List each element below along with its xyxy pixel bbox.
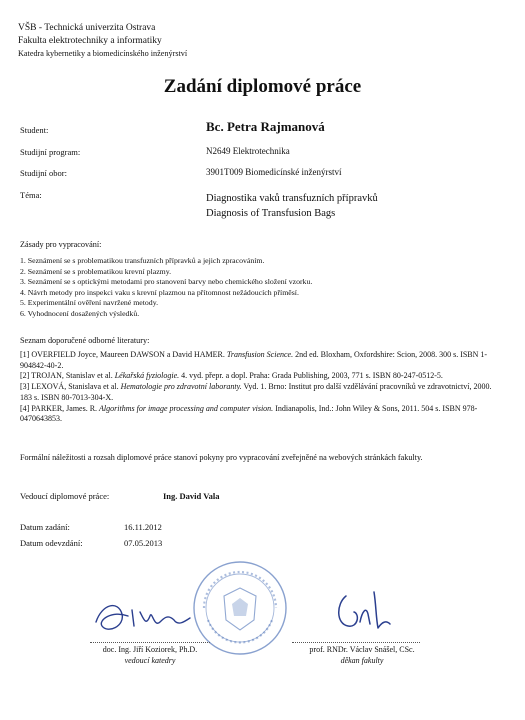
signatory-left-name: doc. Ing. Jiří Koziorek, Ph.D.	[102, 645, 198, 654]
student-label: Student:	[20, 125, 49, 135]
supervisor-name: Ing. David Vala	[163, 491, 220, 501]
list-item: 6. Vyhodnocení dosažených výsledků.	[20, 308, 140, 318]
principles-label: Zásady pro vypracování:	[20, 240, 102, 249]
formal-note: Formální náležitosti a rozsah diplomové práce stanoví pokyny pro vypracování zveřejněné na webových stránkách fakulty.	[20, 453, 423, 462]
assigned-date: 16.11.2012	[124, 522, 162, 532]
assigned-label: Datum zadání:	[20, 522, 70, 532]
list-item: [4] PARKER, James. R. Algorithms for image processing and computer vision. Indianapolis, Ind.: John Wiley & Sons, 2011. 504 s. ISBN 978-0470643853.	[20, 403, 478, 424]
principles-list	[20, 256, 312, 320]
program-label: Studijní program:	[20, 147, 81, 157]
literature-label: Seznam doporučené odborné literatury:	[20, 336, 150, 345]
signature-line-right	[292, 642, 420, 643]
faculty-name: Fakulta elektrotechniky a informatiky	[18, 36, 162, 46]
field-value: 3901T009 Biomedicínské inženýrství	[206, 167, 342, 177]
field-label: Studijní obor:	[20, 168, 67, 178]
student-name: Bc. Petra Rajmanová	[206, 119, 325, 134]
topic-label: Téma:	[20, 190, 42, 200]
topic-english: Diagnosis of Transfusion Bags	[206, 208, 336, 219]
list-item: 5. Experimentální ověření navržené metody.	[20, 298, 159, 308]
list-item: [1] OVERFIELD Joyce, Maureen DAWSON a David HAMER. Transfusion Science. 2nd ed. Bloxham, Oxfordshire: Scion, 2008. 300 s. ISBN 1-904842-40-2.	[20, 350, 488, 370]
topic-czech: Diagnostika vaků transfuzních přípravků	[206, 193, 378, 204]
signatory-right-role: děkan fakulty	[340, 656, 384, 665]
list-item: 4. Návrh metody pro inspekci vaku s krevní plazmou na přítomnost nežádoucích příměsí.	[20, 287, 299, 297]
department-name: Katedra kybernetiky a biomedicínského inženýrství	[18, 49, 188, 58]
literature-list	[20, 350, 498, 425]
handwritten-signature-left	[88, 592, 198, 642]
list-item: 2. Seznámení se s problematikou krevní plazmy.	[20, 266, 172, 276]
signatory-right-name: prof. RNDr. Václav Snášel, CSc.	[309, 645, 415, 654]
handwritten-signature-right	[330, 584, 400, 636]
official-stamp	[190, 558, 290, 658]
list-item: 1. Seznámení se s problematikou transfuzních přípravků a jejich zpracováním.	[20, 256, 265, 265]
signatory-left-role: vedoucí katedry	[124, 656, 176, 665]
list-item: 3. Seznámení se s optickými metodami pro stanovení barvy nebo chemického složení vzorku.	[20, 277, 313, 287]
program-value: N2649 Elektrotechnika	[206, 146, 290, 156]
submitted-date: 07.05.2013	[124, 538, 163, 548]
document-title: Zadání diplomové práce	[163, 76, 362, 97]
supervisor-label: Vedoucí diplomové práce:	[20, 491, 110, 501]
list-item: [2] TROJAN, Stanislav et al. Lékařská fyziologie. 4. vyd. přepr. a dopl. Praha: Grada Publishing, 2003, 771 s. ISBN 80-247-0512-5.	[20, 371, 443, 381]
list-item: [3] LEXOVÁ, Stanislava et al. Hematologie pro zdravotní laboranty. Vyd. 1. Brno: Institut pro další vzdělávání pracovníků ve zdravotnictví, 2000. 183 s. ISBN 80-7013-304-X.	[20, 382, 492, 402]
signature-line-left	[90, 642, 210, 643]
submitted-label: Datum odevzdání:	[20, 538, 83, 548]
university-name: VŠB - Technická univerzita Ostrava	[18, 23, 156, 33]
